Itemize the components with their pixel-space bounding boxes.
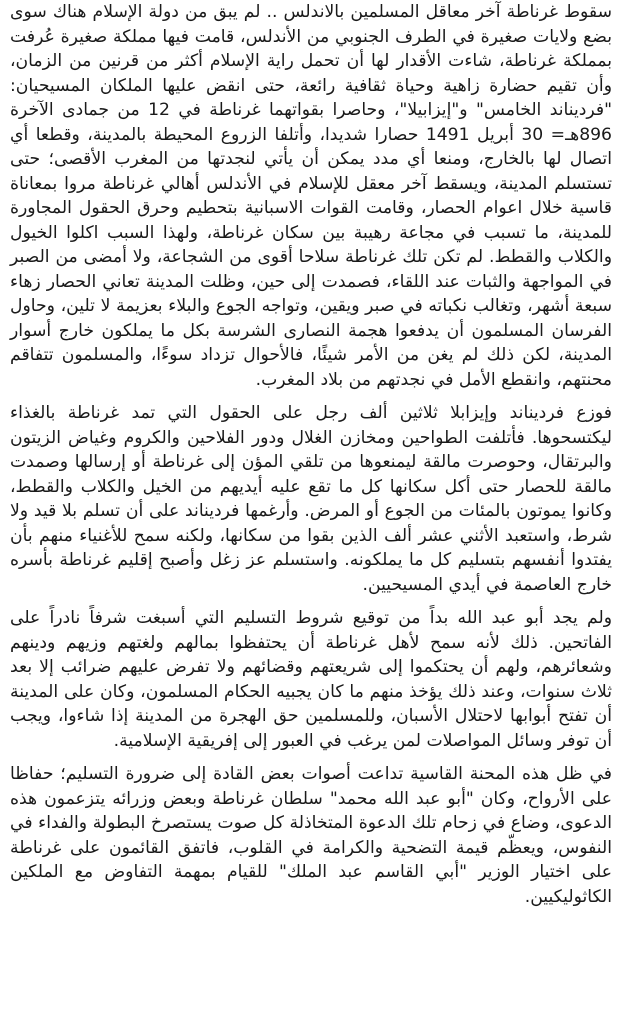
article-body [10,0,612,909]
article-paragraph-3: ولم يجد أبو عبد الله بداً من توقيع شروط التسليم التي أسبغت شرفاً نادراً على الفاتحين. ذلك لأنه سمح لأهل غرناطة أن يحتفظوا بمالهم ولغتهم وزيهم ودينهم وشعائرهم، ولهم أن يحتكموا إلى شريعتهم وقضائهم ولا تفرض عليهم ضرائب إلا بعد ثلاث سنوات، وعند ذلك يؤخذ منهم ما كان يجبيه الحكام المسلمون، وكان على المدينة أن تفتح أبوابها لاحتلال الأسبان، وللمسلمين حق الهجرة من المدينة إذا شاءوا، ويجب أن توفر وسائل المواصلات لمن يرغب في العبور إلى إفريقية الإسلامية. [10,608,612,751]
article-paragraph-1: سقوط غرناطة آخر معاقل المسلمين بالاندلس .. لم يبق من دولة الإسلام هناك سوى بضع ولايات صغيرة في الطرف الجنوبي من الأندلس، قامت فيها مملكة صغيرة عُرفت بمملكة غرناطة، شاءت الأقدار لها أن تحمل راية الإسلام أكثر من قرنين من الزمان، وأن تقيم حضارة زاهية وحياة ثقافية رائعة، حتى انقض عليها الملكان المسيحيان: "فرديناند الخامس" و"إيزابيلا"، وحاصرا بقواتهما غرناطة في 12 من جمادى الآخرة 896هـ= 30 أبريل 1491 حصارا شديدا، وأتلفا الزروع المحيطة بالمدينة، وقطعا أي اتصال لها بالخارج، ومنعا أي مدد يمكن أن يأتي لنجدتها من المغرب الأقصى؛ حتى تستسلم المدينة، ويسقط آخر معقل للإسلام في الأندلس أهالي غرناطة مروا بمعاناة قاسية خلال اعوام الحصار، وقامت القوات الاسبانية بتحطيم وحرق الحقول المجاورة للمدينة، ما تسبب في مجاعة رهيبة بين سكان غرناطة، ولهذا السبب اكلوا الخيول والكلاب والقطط. لم تكن تلك غرناطة سلاحا أقوى من الشجاعة، ولا أمضى من الصبر في المواجهة والثبات عند اللقاء، فصمدت إلى حين، وظلت المدينة تعاني الحصار زهاء سبعة أشهر، وتغالب نكباته في صبر ويقين، وتواجه الجوع والبلاء بعزيمة لا تلين، وحاول الفرسان المسلمون أن يدفعوا هجمة النصارى الشرسة بكل ما يملكون خارج أسوار المدينة، لكن ذلك لم يغن من الأمر شيئًا، فالأحوال تزداد سوءًا، والمسلمون تتفاقم محنتهم، وانقطع الأمل في نجدتهم من بلاد المغرب. [10,2,612,390]
article-paragraph-2: فوزع فرديناند وإيزابلا ثلاثين ألف رجل على الحقول التي تمد غرناطة بالغذاء ليكتسحوها. فأتلفت الطواحين ومخازن الغلال ودور الفلاحين والكروم وغياض الزيتون والبرتقال، وحوصرت مالقة ليمنعوها من تلقي المؤن إلى غرناطة أو إرسالها وصمدت مالقة للحصار حتى أكل سكانها كل ما تقع عليه أيديهم من الخيل والكلاب والقطط، وكانوا يموتون بالمئات من الجوع أو المرض. وأرغمها فرديناند على أن تسلم بلا قيد ولا شرط، واستعبد الأثني عشر ألف الذين بقوا من سكانها، ولكنه سمح للأغنياء منهم بأن يفتدوا أنفسهم بتسليم كل ما يملكونه. واستسلم عز زغل وأصبح إقليم غرناطة بأسره خارج العاصمة في أيدي المسيحيين. [10,403,612,595]
article-paragraph-4: في ظل هذه المحنة القاسية تداعت أصوات بعض القادة إلى ضرورة التسليم؛ حفاظا على الأرواح، وكان "أبو عبد الله محمد" سلطان غرناطة وبعض وزرائه يتزعمون هذه الدعوى، وضاع في زحام تلك الدعوة المتخاذلة كل صوت يستصرخ البطولة والفداء في النفوس، ويعظّم قيمة التضحية والكرامة في القلوب، فاتفق القائمون على غرناطة على اختيار الوزير "أبي القاسم عبد الملك" للقيام بمهمة التفاوض مع الملكين الكاثوليكيين. [10,764,612,907]
